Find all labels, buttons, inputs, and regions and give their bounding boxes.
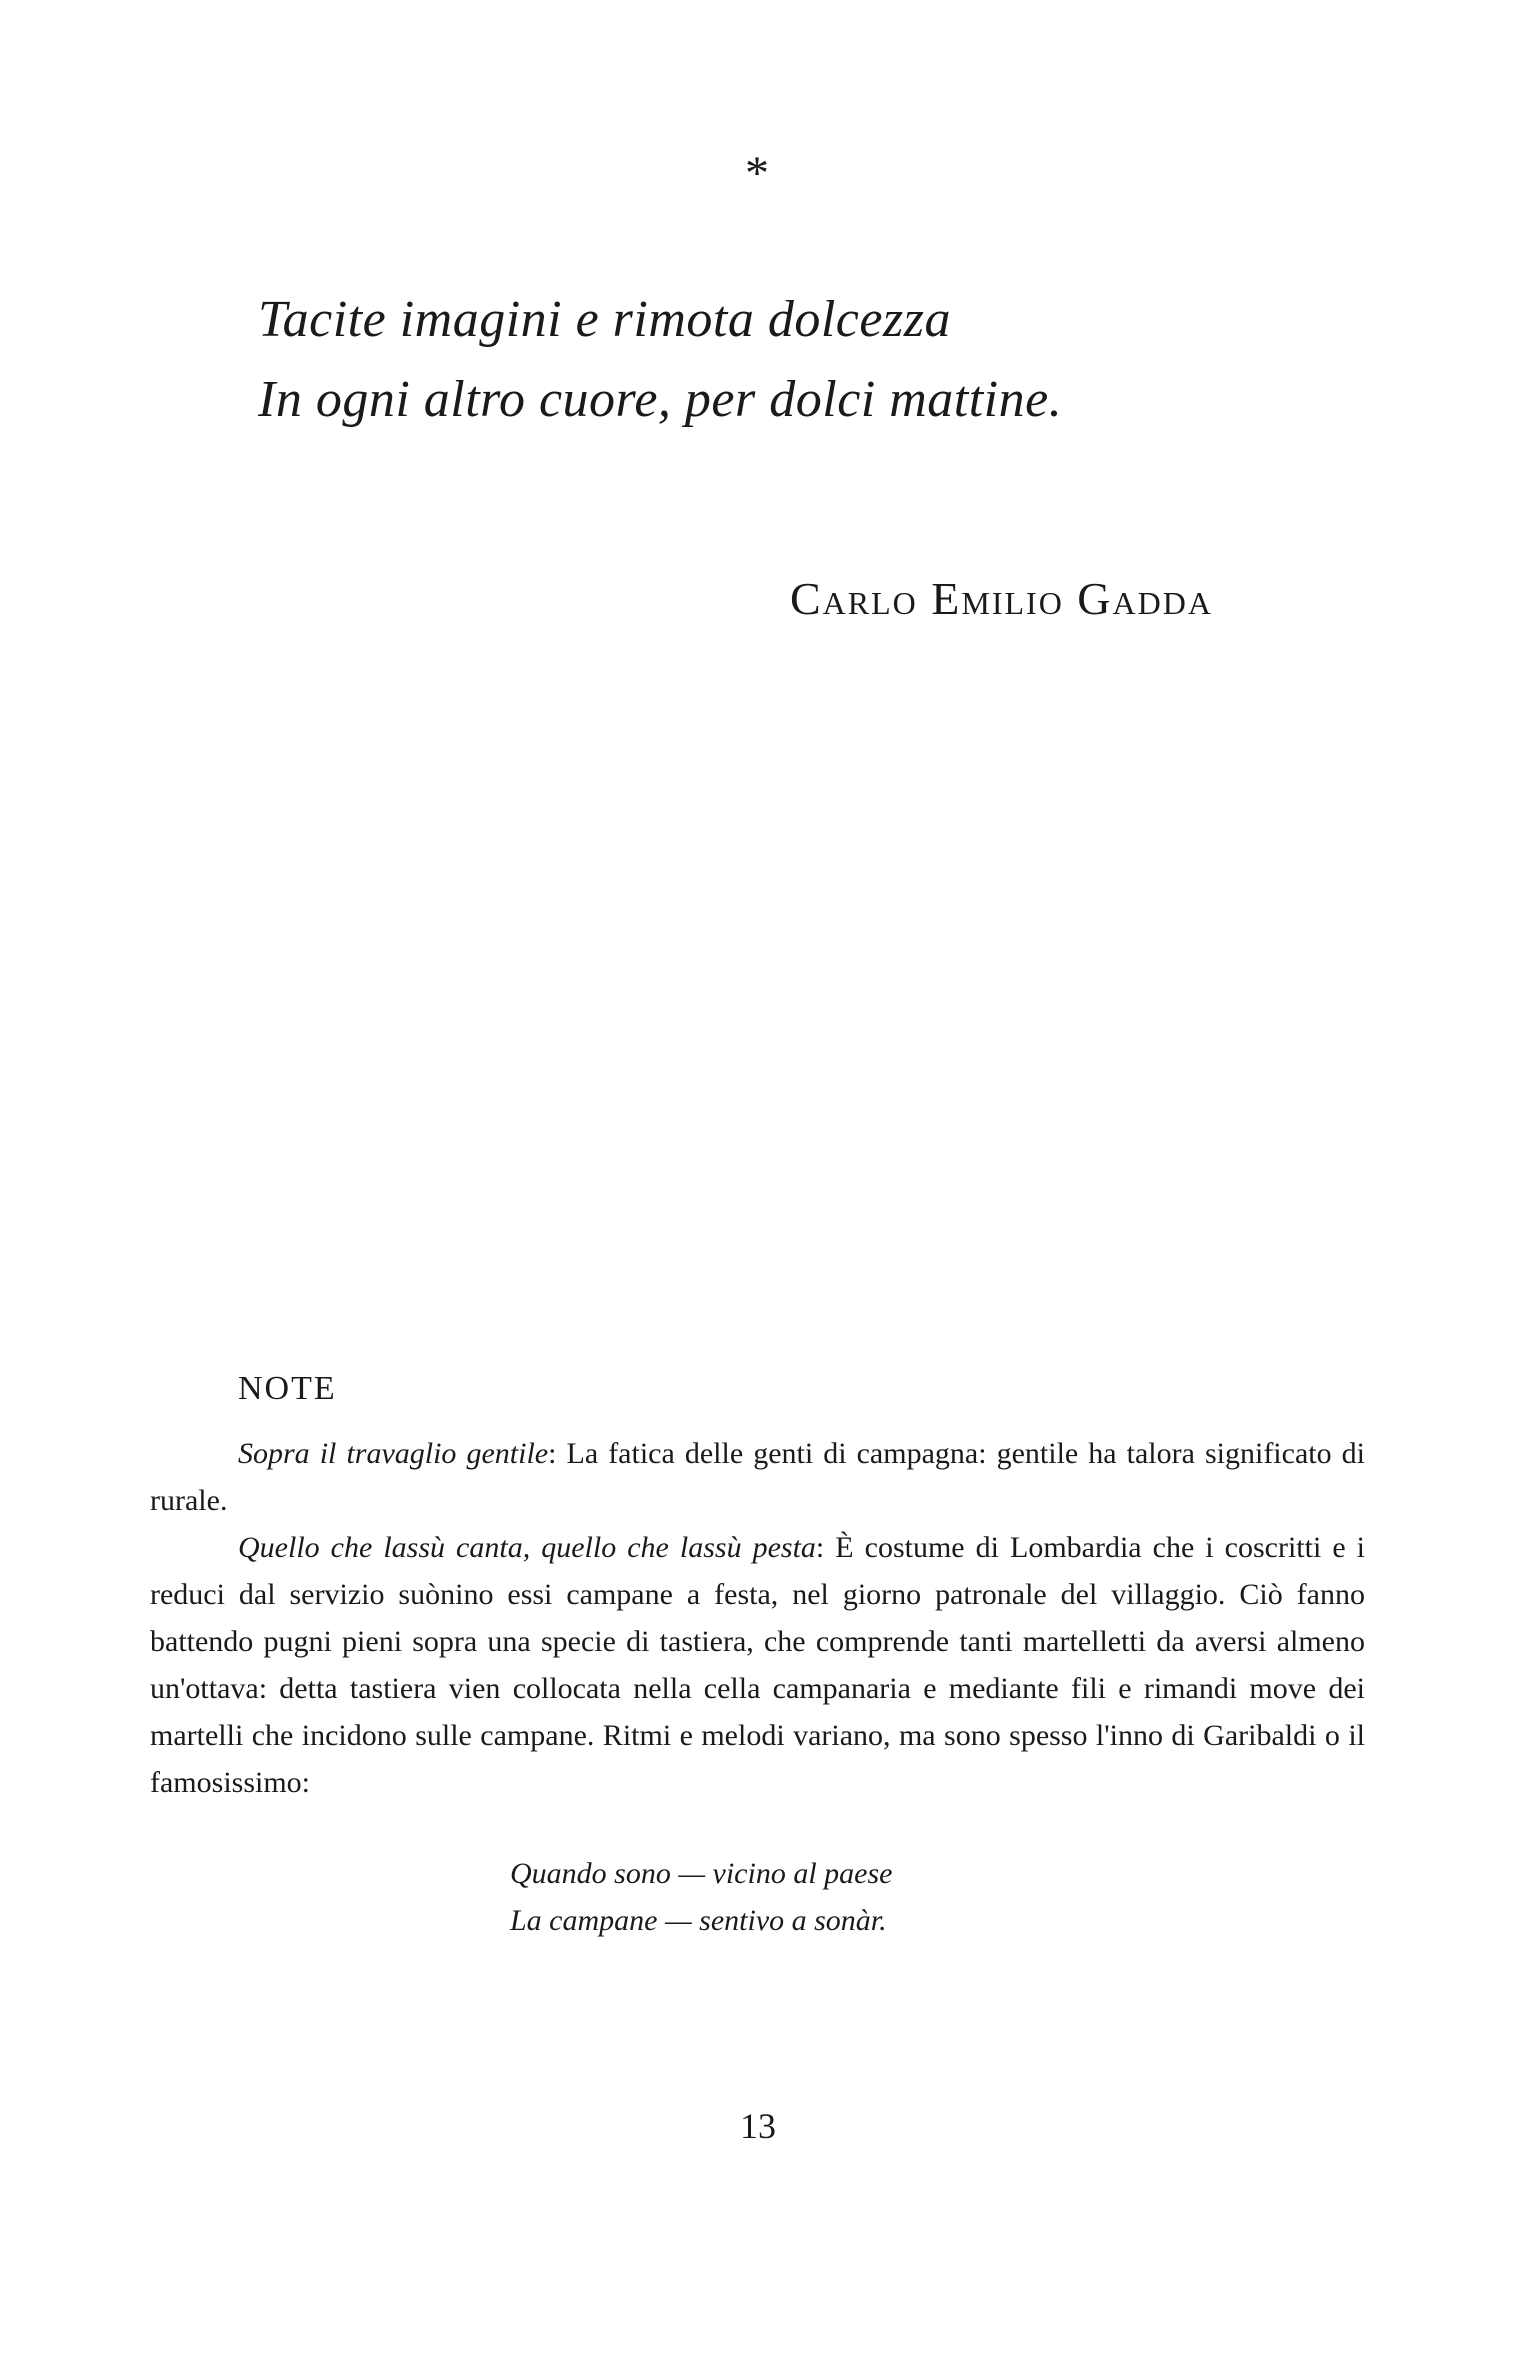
page-number: 13	[740, 2106, 776, 2146]
note-term: Quello che lassù canta, quello che lassù pesta	[238, 1531, 816, 1564]
note-text: : La fatica delle genti di campagna: gentile ha talora significato di rurale.	[150, 1437, 1365, 1517]
notes-body	[150, 1430, 1365, 1806]
note-text: : È costume di Lombardia che i coscritti e i reduci dal servizio suònino essi campane a festa, nel giorno patronale del villaggio. Ciò fanno battendo pugni pieni sopra una specie di tastiera, che comprende tanti martelletti da aversi almeno un'ottava: detta tastiera vien collocata nella cella campanaria e mediante fili e rimandi move dei martelli che incidono sulle campane. Ritmi e melodi variano, ma sono spesso l'inno di Garibaldi o il famosissimo:	[150, 1531, 1365, 1799]
poem-line: Tacite imagini e rimota dolcezza	[258, 291, 951, 348]
poem-closing-lines	[258, 280, 1062, 440]
note-term: Sopra il travaglio gentile	[238, 1437, 549, 1470]
notes-heading: NOTE	[238, 1370, 337, 1407]
poem-line: In ogni altro cuore, per dolci mattine.	[258, 371, 1063, 428]
note-paragraph	[150, 1524, 1365, 1806]
quote-line: La campane — sentivo a sonàr.	[510, 1904, 887, 1937]
song-quote	[510, 1850, 892, 1944]
note-paragraph	[150, 1430, 1365, 1524]
quote-line: Quando sono — vicino al paese	[510, 1857, 893, 1890]
section-ornament: *	[745, 147, 769, 200]
author-signature: Carlo Emilio Gadda	[790, 573, 1213, 624]
